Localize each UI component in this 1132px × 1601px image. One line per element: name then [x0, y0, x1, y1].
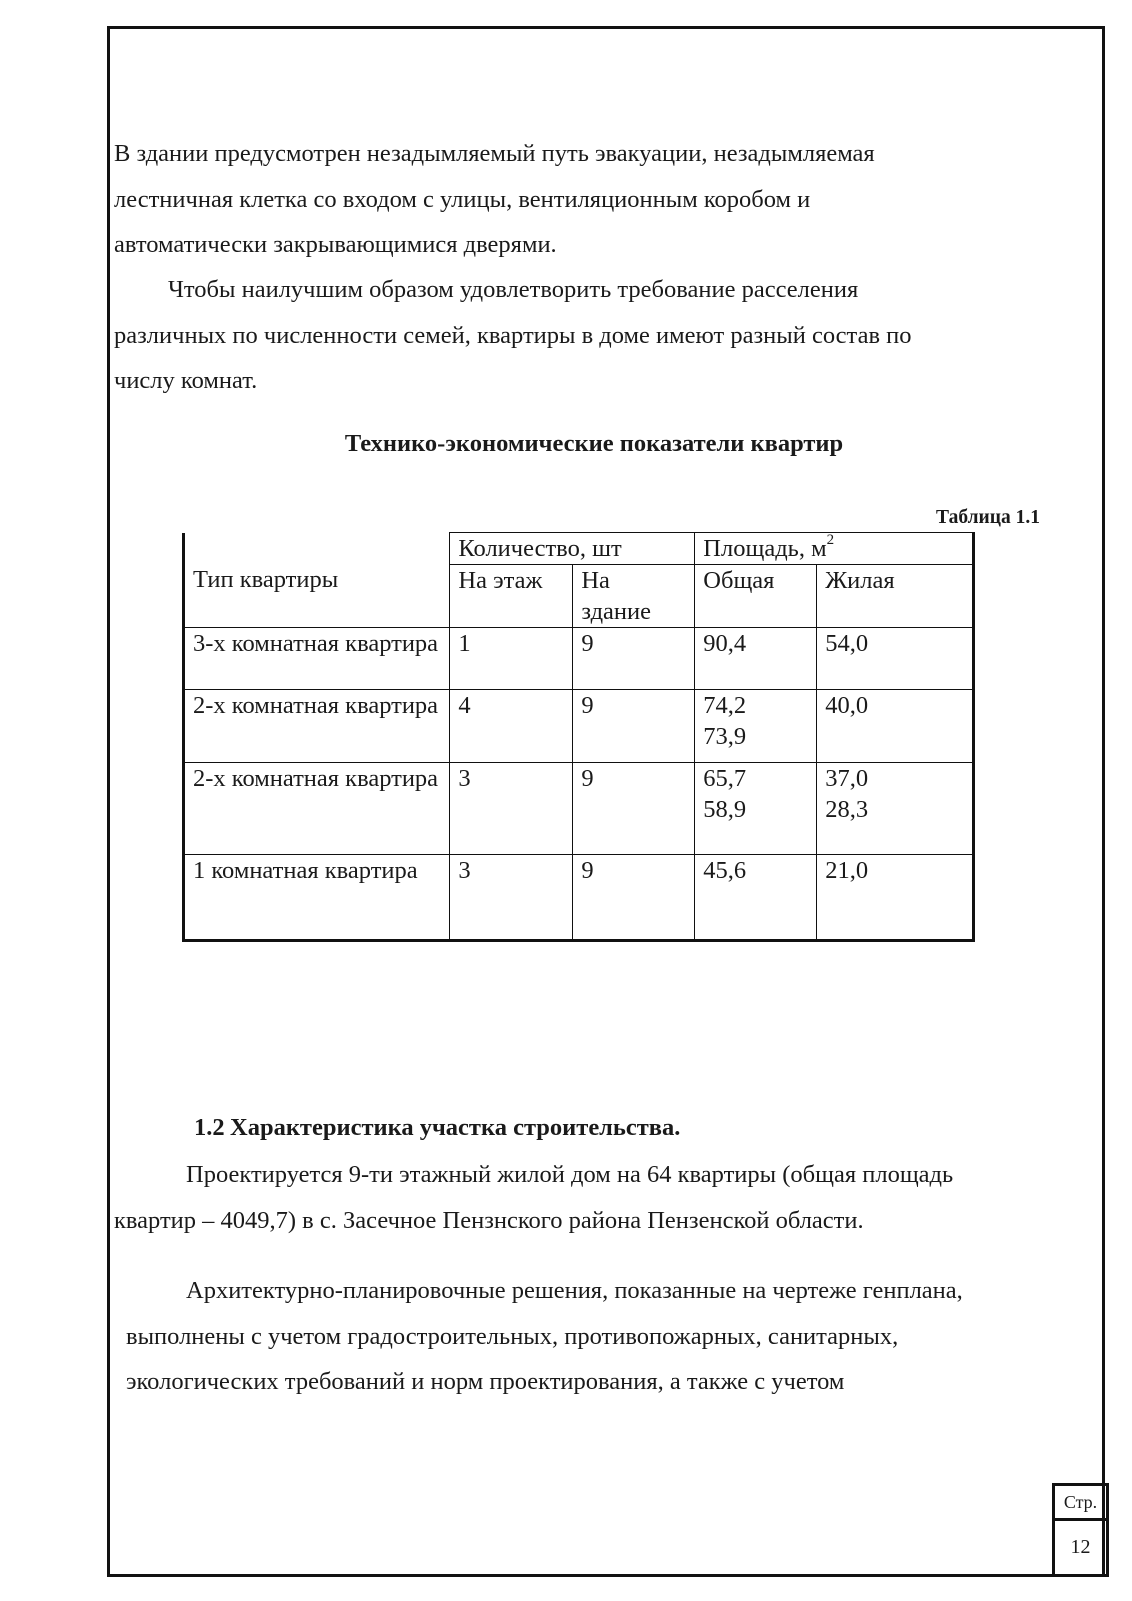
header-type: Тип квартиры [184, 533, 450, 628]
paragraph-evacuation [114, 131, 1074, 268]
page-number-box [1052, 1483, 1109, 1577]
apartment-indicators-table [182, 532, 975, 942]
table-title: Технико-экономические показатели квартир [344, 430, 844, 457]
paragraph-apartment-mix [114, 267, 1074, 404]
cell-per-building: 9 [573, 855, 695, 941]
cell-total-area: 45,6 [695, 855, 817, 941]
cell-per-building: 9 [573, 628, 695, 690]
cell-type: 3-х комнатная квартира [184, 628, 450, 690]
cell-type: 1 комнатная квартира [184, 855, 450, 941]
cell-living-area: 37,0 28,3 [817, 763, 974, 855]
text-line: автоматически закрывающимися дверями. [114, 231, 557, 258]
text-line: В здании предусмотрен незадымляемый путь эвакуации, незадымляемая [114, 140, 875, 167]
header-quantity: Количество, шт [450, 533, 695, 565]
table-row [184, 763, 974, 855]
section-number: 1.2 [194, 1114, 225, 1141]
header-per-floor: На этаж [450, 565, 573, 628]
cell-type: 2-х комнатная квартира [184, 690, 450, 763]
header-area: Площадь, $м^2$ [695, 533, 974, 565]
text-line: Чтобы наилучшим образом удовлетворить требование расселения [168, 276, 859, 303]
cell-per-building: 9 [573, 690, 695, 763]
table-row [184, 628, 974, 690]
text-line: Архитектурно-планировочные решения, показанные на чертеже генплана, [186, 1277, 963, 1304]
cell-per-floor: 1 [450, 628, 573, 690]
header-total-area: Общая [695, 565, 817, 628]
page-number: 12 [1070, 1536, 1091, 1558]
table-row [184, 690, 974, 763]
cell-total-area: 90,4 [695, 628, 817, 690]
text-line: числу комнат. [114, 367, 258, 394]
text-line: экологических требований и норм проектирования, а также с учетом [126, 1368, 845, 1395]
cell-type: 2-х комнатная квартира [184, 763, 450, 855]
cell-total-area: 74,2 73,9 [695, 690, 817, 763]
cell-total-area: 65,7 58,9 [695, 763, 817, 855]
header-living-area: Жилая [817, 565, 974, 628]
cell-per-floor: 4 [450, 690, 573, 763]
text-line: квартир – 4049,7) в с. Засечное Пензнского района Пензенской области. [114, 1206, 864, 1234]
section-heading [194, 1112, 680, 1144]
cell-living-area: 54,0 [817, 628, 974, 690]
table-row [184, 855, 974, 941]
text-line: лестничная клетка со входом с улицы, вентиляционным коробом и [114, 185, 811, 213]
text-line: различных по численности семей, квартиры в доме имеют разный состав по [114, 321, 912, 349]
section-title: Характеристика участка строительства. [230, 1114, 681, 1141]
text-line: Проектируется 9-ти этажный жилой дом на 64 квартиры (общая площадь [186, 1161, 954, 1188]
paragraph-project-description [114, 1152, 1074, 1243]
cell-living-area: 21,0 [817, 855, 974, 941]
header-per-building: На здание [573, 565, 695, 628]
paragraph-planning-decisions [114, 1268, 1074, 1405]
table-caption: Таблица 1.1 [936, 507, 1040, 528]
table-header-row [184, 533, 974, 565]
cell-per-floor: 3 [450, 855, 573, 941]
page-label: Стр. [1055, 1486, 1106, 1521]
cell-living-area: 40,0 [817, 690, 974, 763]
cell-per-building: 9 [573, 763, 695, 855]
text-line: выполнены с учетом градостроительных, противопожарных, санитарных, [126, 1322, 899, 1350]
cell-per-floor: 3 [450, 763, 573, 855]
